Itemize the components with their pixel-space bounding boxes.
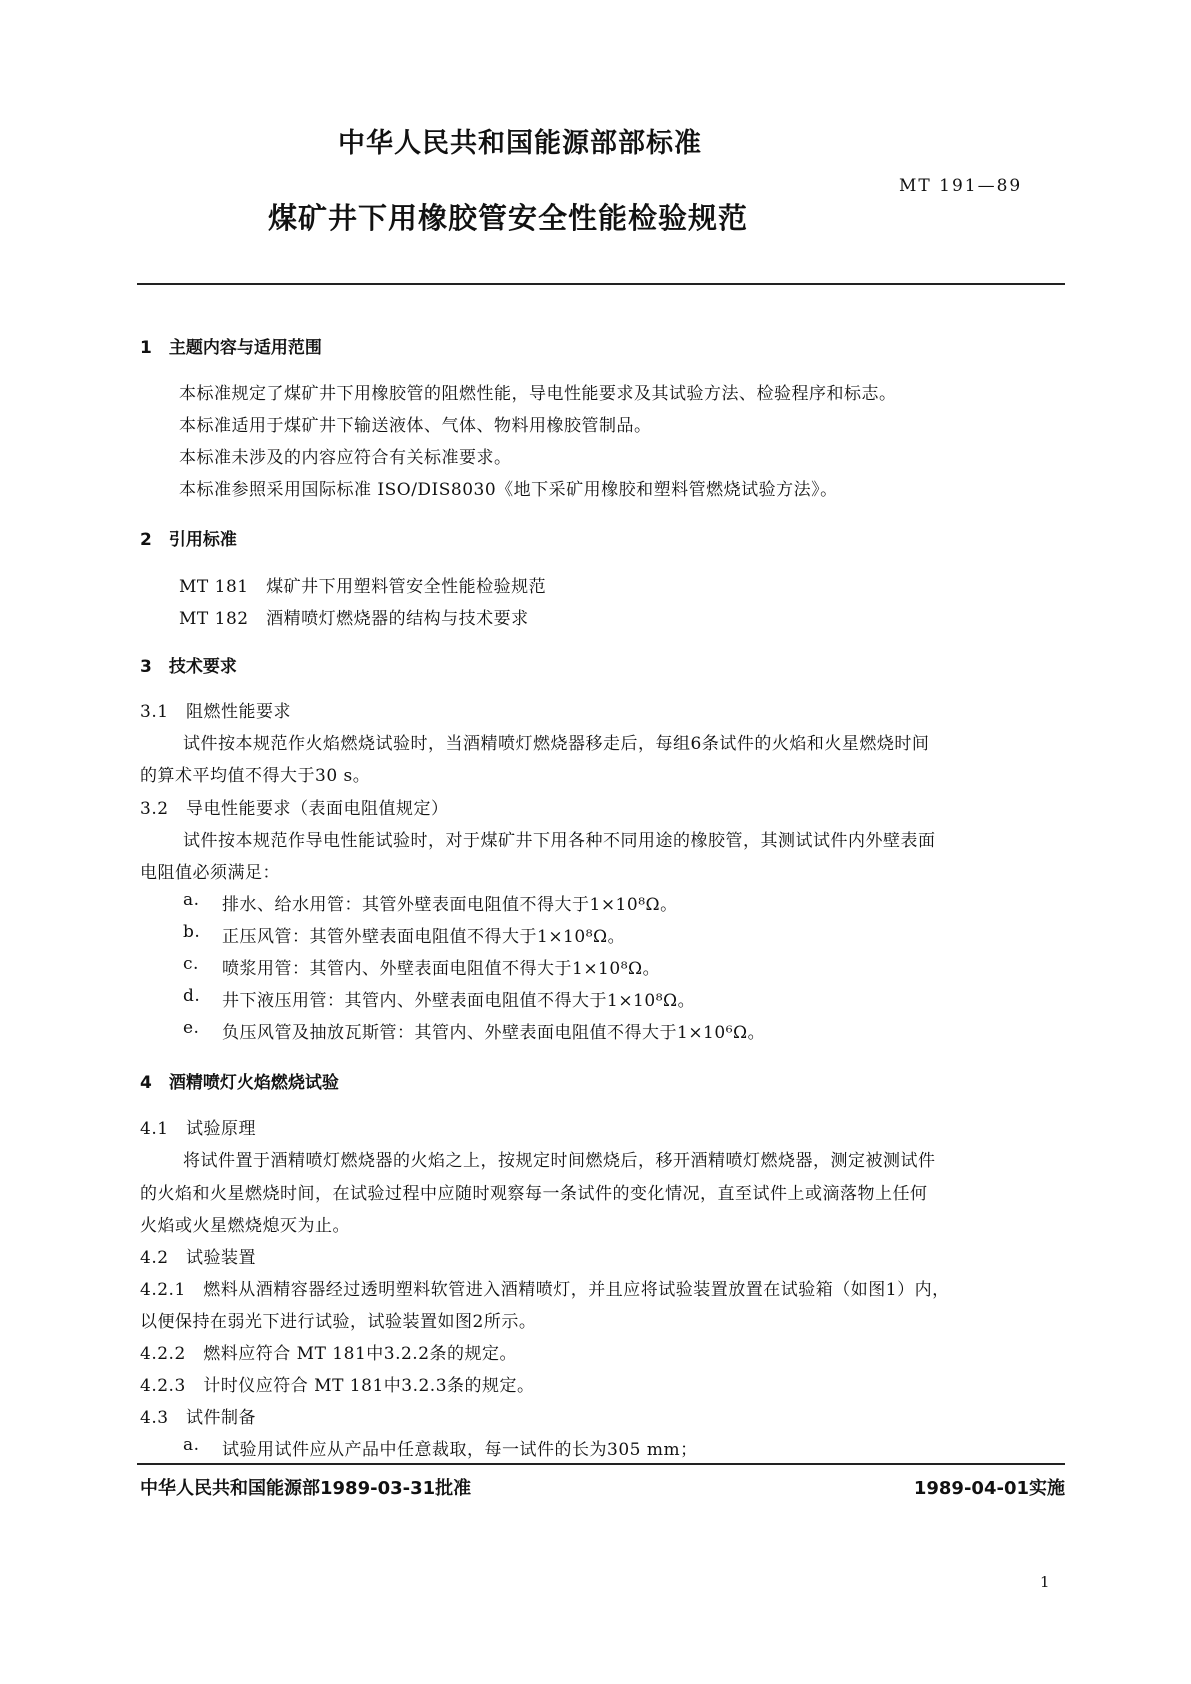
list-item-label: a. bbox=[183, 1435, 200, 1455]
reference-standard: MT 182 酒精喷灯燃烧器的结构与技术要求 bbox=[179, 609, 529, 629]
subsection-4-1-text: 火焰或火星燃烧熄灭为止。 bbox=[140, 1216, 350, 1236]
section-2-heading: 2 引用标准 bbox=[140, 530, 237, 550]
list-item: 负压风管及抽放瓦斯管：其管内、外壁表面电阻值不得大于1×10⁶Ω。 bbox=[222, 1023, 766, 1043]
approval-date: 中华人民共和国能源部1989-03-31批准 bbox=[140, 1478, 472, 1499]
subsection-3-2-text: 电阻值必须满足： bbox=[140, 863, 280, 883]
header-rule bbox=[137, 283, 1065, 285]
subsection-4-2-3-text: 4.2.3 计时仪应符合 MT 181中3.2.3条的规定。 bbox=[140, 1376, 535, 1396]
section-1-paragraph: 本标准规定了煤矿井下用橡胶管的阻燃性能，导电性能要求及其试验方法、检验程序和标志。 bbox=[179, 384, 897, 404]
footer-rule bbox=[137, 1463, 1065, 1465]
subsection-4-2-2-text: 4.2.2 燃料应符合 MT 181中3.2.2条的规定。 bbox=[140, 1344, 518, 1364]
page-number: 1 bbox=[1040, 1573, 1050, 1591]
subsection-4-2-heading: 4.2 试验装置 bbox=[140, 1248, 257, 1268]
subsection-3-2-heading: 3.2 导电性能要求（表面电阻值规定） bbox=[140, 799, 449, 819]
subsection-4-1-heading: 4.1 试验原理 bbox=[140, 1119, 257, 1139]
section-3-heading: 3 技术要求 bbox=[140, 657, 237, 677]
list-item: 试验用试件应从产品中任意裁取，每一试件的长为305 mm； bbox=[222, 1440, 698, 1460]
subsection-4-1-text: 的火焰和火星燃烧时间，在试验过程中应随时观察每一条试件的变化情况，直至试件上或滴落物上任何 bbox=[140, 1184, 928, 1204]
subsection-4-2-1-text: 以便保持在弱光下进行试验，试验装置如图2所示。 bbox=[140, 1312, 537, 1332]
list-item-label: a. bbox=[183, 890, 200, 910]
reference-standard: MT 181 煤矿井下用塑料管安全性能检验规范 bbox=[179, 577, 547, 597]
standard-number: MT 191—89 bbox=[899, 176, 1023, 196]
subsection-3-2-text: 试件按本规范作导电性能试验时，对于煤矿井下用各种不同用途的橡胶管，其测试试件内外壁表面 bbox=[183, 831, 936, 851]
subsection-3-1-text: 试件按本规范作火焰燃烧试验时，当酒精喷灯燃烧器移走后，每组6条试件的火焰和火星燃烧时间 bbox=[183, 734, 930, 754]
list-item: 井下液压用管：其管内、外壁表面电阻值不得大于1×10⁸Ω。 bbox=[222, 991, 696, 1011]
org-title: 中华人民共和国能源部部标准 bbox=[338, 128, 702, 159]
subsection-3-1-heading: 3.1 阻燃性能要求 bbox=[140, 702, 292, 722]
list-item: 喷浆用管：其管内、外壁表面电阻值不得大于1×10⁸Ω。 bbox=[222, 959, 661, 979]
list-item-label: e. bbox=[183, 1018, 200, 1038]
section-1-paragraph: 本标准适用于煤矿井下输送液体、气体、物料用橡胶管制品。 bbox=[179, 416, 652, 436]
subsection-4-2-1-text: 4.2.1 燃料从酒精容器经过透明塑料软管进入酒精喷灯，并且应将试验装置放置在试验箱（如图1）内， bbox=[140, 1280, 950, 1300]
document-title: 煤矿井下用橡胶管安全性能检验规范 bbox=[268, 201, 749, 235]
section-1-paragraph: 本标准参照采用国际标准 ISO/DIS8030《地下采矿用橡胶和塑料管燃烧试验方法》。 bbox=[179, 480, 838, 500]
subsection-4-1-text: 将试件置于酒精喷灯燃烧器的火焰之上，按规定时间燃烧后，移开酒精喷灯燃烧器，测定被测试件 bbox=[183, 1151, 936, 1171]
section-1-paragraph: 本标准未涉及的内容应符合有关标准要求。 bbox=[179, 448, 512, 468]
subsection-3-1-text: 的算术平均值不得大于30 s。 bbox=[140, 766, 371, 786]
implementation-date: 1989-04-01实施 bbox=[913, 1478, 1065, 1499]
list-item: 排水、给水用管：其管外壁表面电阻值不得大于1×10⁸Ω。 bbox=[222, 895, 678, 915]
list-item-label: c. bbox=[183, 954, 199, 974]
list-item-label: b. bbox=[183, 922, 201, 942]
list-item: 正压风管：其管外壁表面电阻值不得大于1×10⁸Ω。 bbox=[222, 927, 626, 947]
section-1-heading: 1 主题内容与适用范围 bbox=[140, 338, 322, 358]
list-item-label: d. bbox=[183, 986, 201, 1006]
subsection-4-3-heading: 4.3 试件制备 bbox=[140, 1408, 257, 1428]
section-4-heading: 4 酒精喷灯火焰燃烧试验 bbox=[140, 1073, 339, 1093]
